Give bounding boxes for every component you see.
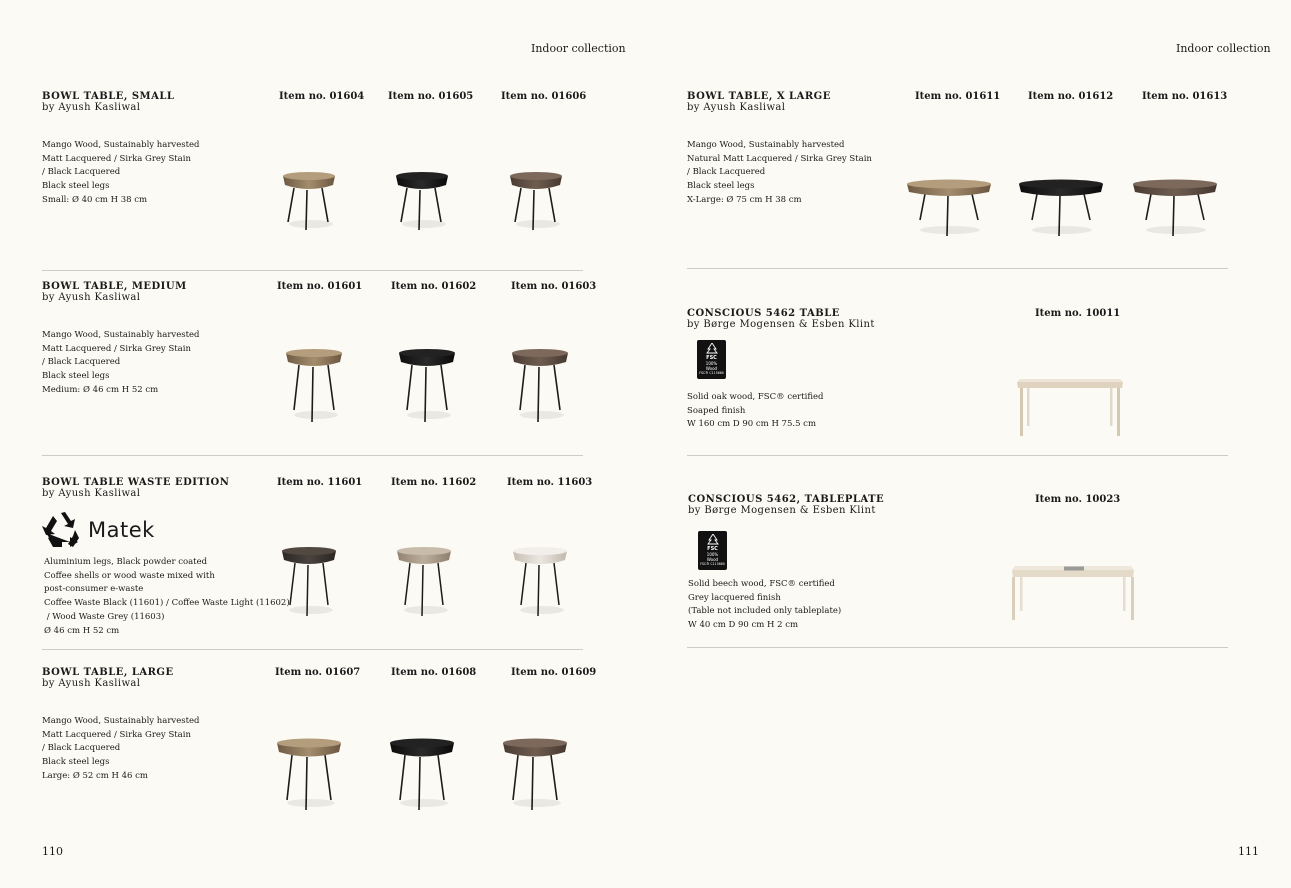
product-designer: by Ayush Kasliwal <box>42 102 141 113</box>
item-number: Item no. 01604 <box>279 91 365 102</box>
item-number: Item no. 11602 <box>391 477 477 488</box>
item-number: Item no. 10011 <box>1035 308 1121 319</box>
item-number: Item no. 10023 <box>1035 494 1121 505</box>
product-title: BOWL TABLE, X LARGE <box>687 91 831 102</box>
product-title: BOWL TABLE WASTE EDITION <box>42 477 230 488</box>
item-number: Item no. 01612 <box>1028 91 1114 102</box>
product-designer: by Ayush Kasliwal <box>42 678 141 689</box>
product-specs: Solid beech wood, FSC® certified Grey lacquered finish (Table not included only tableplate) W 40 cm D 90 cm H 2 cm <box>688 579 842 631</box>
product-designer: by Ayush Kasliwal <box>687 102 786 113</box>
item-number: Item no. 11601 <box>277 477 363 488</box>
item-number: Item no. 01607 <box>275 667 361 678</box>
product-title: CONSCIOUS 5462 TABLE <box>687 308 840 319</box>
item-number: Item no. 01609 <box>511 667 597 678</box>
recycle-icon <box>42 512 80 548</box>
tree-icon <box>707 534 719 546</box>
bowl-table-coffee-waste-light-image <box>393 543 455 618</box>
bowl-table-natural-image <box>274 734 344 812</box>
item-number: Item no. 01603 <box>511 281 597 292</box>
bowl-table-black-image <box>391 168 453 233</box>
page-number-left: 110 <box>42 845 63 858</box>
product-specs: Mango Wood, Sustainably harvested Matt Lacquered / Sirka Grey Stain / Black Lacquered Black steel legs Medium: Ø 46 cm H 52 cm <box>42 330 200 395</box>
product-title: BOWL TABLE, MEDIUM <box>42 281 187 292</box>
product-specs: Mango Wood, Sustainably harvested Matt Lacquered / Sirka Grey Stain / Black Lacquered Black steel legs Large: Ø 52 cm H 46 cm <box>42 716 200 781</box>
tree-icon <box>706 343 718 355</box>
bowl-table-sirka-grey-image <box>508 345 572 425</box>
fsc-logo: FSC 100% Wood FSC® C115660 <box>698 531 727 570</box>
matek-wordmark: Matek <box>88 518 155 542</box>
item-number: Item no. 01602 <box>391 281 477 292</box>
page-number-right: 111 <box>1238 845 1259 858</box>
divider <box>42 455 583 456</box>
bowl-table-natural-image <box>904 174 994 238</box>
item-number: Item no. 01611 <box>915 91 1001 102</box>
product-title: CONSCIOUS 5462, TABLEPLATE <box>688 494 885 505</box>
product-specs: Solid oak wood, FSC® certified Soaped finish W 160 cm D 90 cm H 75.5 cm <box>687 392 824 430</box>
divider <box>42 270 583 271</box>
fsc-logo: FSC 100% Wood FSC® C115660 <box>697 340 726 379</box>
product-designer: by Ayush Kasliwal <box>42 292 141 303</box>
product-specs: Mango Wood, Sustainably harvested Natural Matt Lacquered / Sirka Grey Stain / Black Lacquered Black steel legs X-Large: Ø 75 cm H 38 cm <box>687 140 872 205</box>
item-number: Item no. 11603 <box>507 477 593 488</box>
divider <box>42 649 583 650</box>
bowl-table-black-image <box>387 734 457 812</box>
product-designer: by Børge Mogensen & Esben Klint <box>688 505 876 516</box>
running-header-right: Indoor collection <box>1176 42 1271 55</box>
product-designer: by Ayush Kasliwal <box>42 488 141 499</box>
divider <box>687 455 1228 456</box>
item-number: Item no. 01601 <box>277 281 363 292</box>
bowl-table-black-image <box>395 345 459 425</box>
item-number: Item no. 01608 <box>391 667 477 678</box>
product-title: BOWL TABLE, SMALL <box>42 91 175 102</box>
bowl-table-coffee-waste-black-image <box>278 543 340 618</box>
bowl-table-natural-image <box>282 345 346 425</box>
bowl-table-sirka-grey-image <box>1130 174 1220 238</box>
bowl-table-black-image <box>1016 174 1106 238</box>
divider <box>687 268 1228 269</box>
bowl-table-sirka-grey-image <box>505 168 567 233</box>
beech-tableplate-table-image <box>1008 564 1138 622</box>
product-designer: by Børge Mogensen & Esben Klint <box>687 319 875 330</box>
bowl-table-wood-waste-grey-image <box>509 543 571 618</box>
item-number: Item no. 01606 <box>501 91 587 102</box>
bowl-table-natural-image <box>278 168 340 233</box>
item-number: Item no. 01613 <box>1142 91 1228 102</box>
bowl-table-sirka-grey-image <box>500 734 570 812</box>
divider <box>687 647 1228 648</box>
product-title: BOWL TABLE, LARGE <box>42 667 174 678</box>
product-specs: Aluminium legs, Black powder coated Coffee shells or wood waste mixed with post-consumer e-waste Coffee Waste Black (11601) / Coffee Waste Light (11602) / Wood Waste Grey (11603) Ø 46 cm H 52 cm <box>44 557 290 636</box>
product-specs: Mango Wood, Sustainably harvested Matt Lacquered / Sirka Grey Stain / Black Lacquered Black steel legs Small: Ø 40 cm H 38 cm <box>42 140 200 205</box>
matek-logo <box>42 512 155 548</box>
oak-dining-table-image <box>1014 378 1126 438</box>
item-number: Item no. 01605 <box>388 91 474 102</box>
running-header-left: Indoor collection <box>531 42 626 55</box>
